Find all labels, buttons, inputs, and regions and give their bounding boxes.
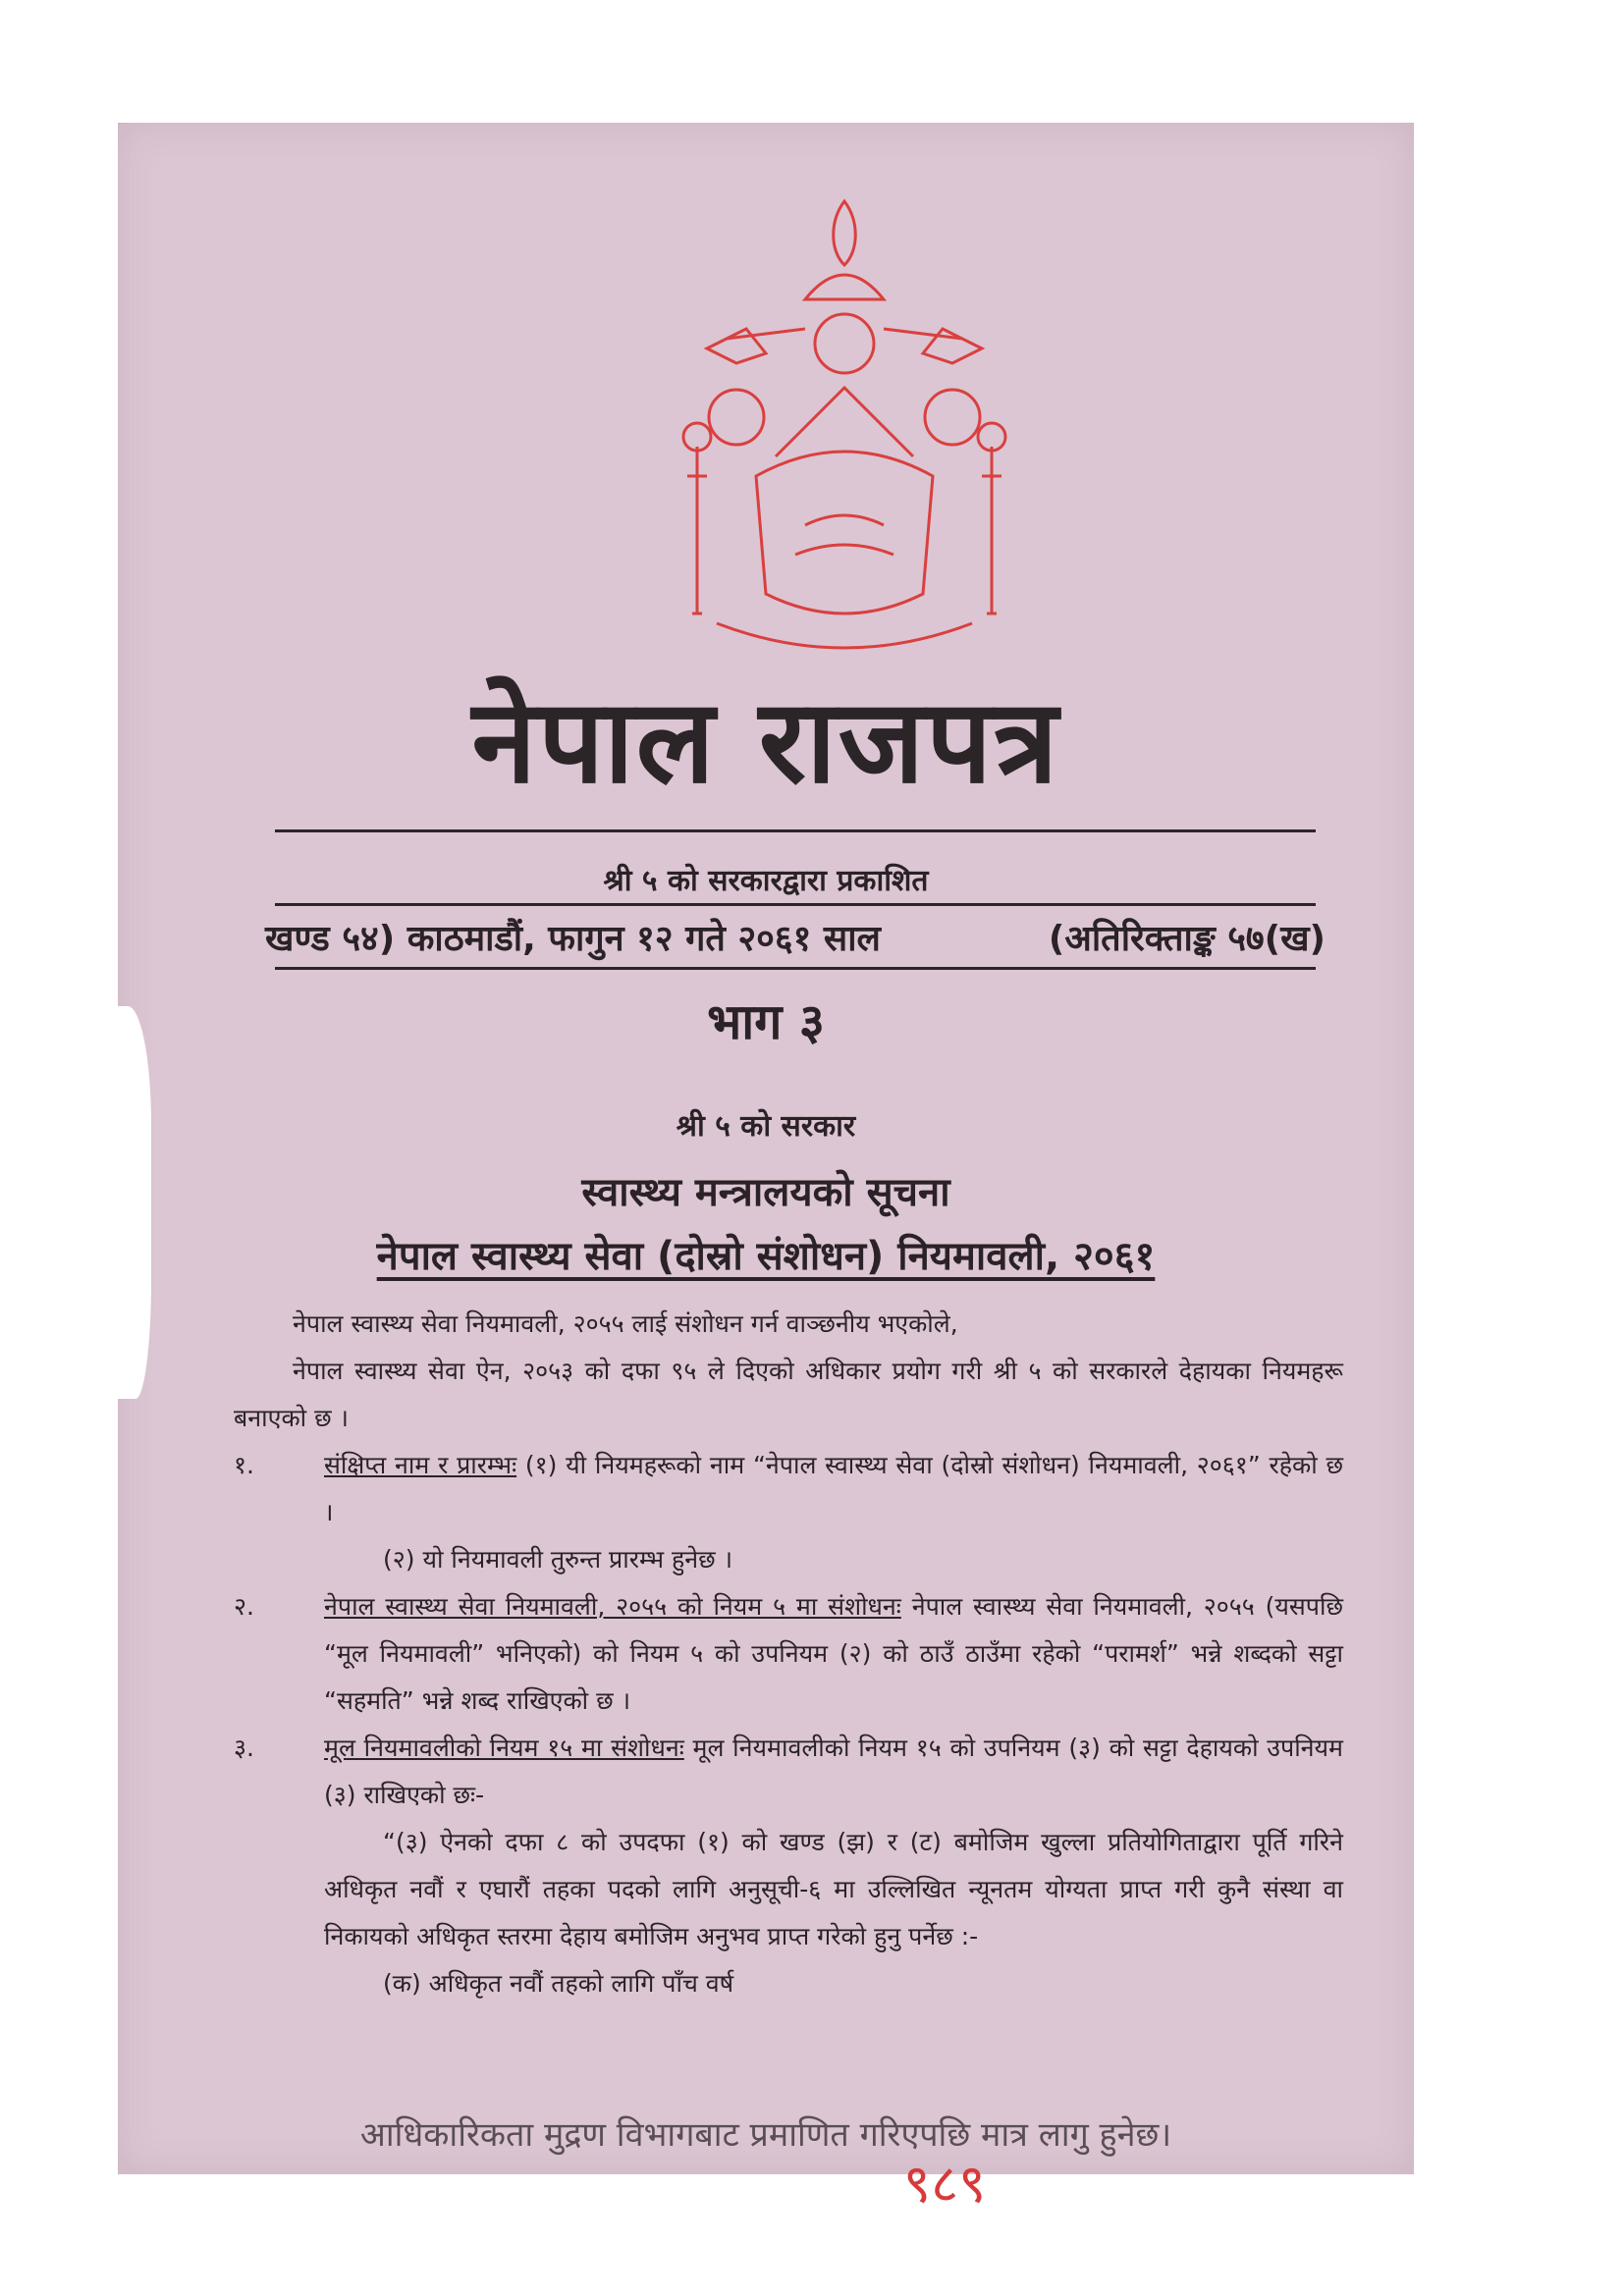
rule-text: (१) यी नियमहरूको नाम “नेपाल स्वास्थ्य सेवा (दोस्रो संशोधन) नियमावली, २०६१” रहेको छ ।	[324, 1451, 1343, 1526]
clause-ka: (क) अधिकृत नवौं तहको लागि पाँच वर्ष	[383, 1969, 734, 1998]
issue-line	[265, 913, 1326, 961]
coat-of-arms-emblem	[609, 182, 1080, 692]
rule-heading: संक्षिप्त नाम र प्रारम्भः	[324, 1451, 517, 1479]
rule-item-1	[234, 1442, 1343, 1536]
rule-heading: नेपाल स्वास्थ्य सेवा नियमावली, २०५५ को नियम ५ मा संशोधनः	[324, 1592, 901, 1621]
gazette-title: नेपाल राजपत्र	[471, 673, 1060, 809]
publisher-line: श्री ५ को सरकारद्वारा प्रकाशित	[603, 864, 929, 898]
government-heading: श्री ५ को सरकार	[676, 1109, 856, 1144]
substituted-subrule: “(३) ऐनको दफा ८ को उपदफा (१) को खण्ड (झ) र (ट) बमोजिम खुल्ला प्रतियोगिताद्वारा पूर्ति गरिने अधिकृत नवौं र एघारौं तहका पदको लागि अनुसूची-६ मा उल्लिखित न्यूनतम योग्यता प्राप्त गरी कुनै संस्था वा निकायको अधिकृत स्तरमा देहाय बमोजिम अनुभव प्राप्त गरेको हुनु पर्नेछ :-	[324, 1828, 1343, 1950]
rule-item-3	[234, 1725, 1343, 1819]
extraordinary-number: (अतिरिक्ताङ्क ५७(ख)	[1048, 919, 1326, 959]
regulation-body	[234, 1301, 1343, 2007]
regulation-title	[118, 1227, 1414, 1281]
header-rule-middle	[275, 903, 1316, 906]
ministry-notice-heading: स्वास्थ्य मन्त्रालयको सूचना	[581, 1170, 950, 1215]
rule-item-2	[234, 1583, 1343, 1725]
preamble-paragraph-2: नेपाल स्वास्थ्य सेवा ऐन, २०५३ को दफा ९५ ले दिएको अधिकार प्रयोग गरी श्री ५ को सरकारले देहायका नियमहरू बनाएको छ ।	[234, 1357, 1343, 1432]
rule-text: मूल नियमावलीको नियम १५ को उपनियम (३) को सट्टा देहायको उपनियम (३) राखिएको छः-	[324, 1734, 1344, 1809]
rule-1-subclause: (२) यो नियमावली तुरुन्त प्रारम्भ हुनेछ ।	[383, 1545, 733, 1574]
handwritten-page-number: ९८९	[903, 2153, 987, 2215]
preamble-paragraph-1: नेपाल स्वास्थ्य सेवा नियमावली, २०५५ लाई संशोधन गर्न वाञ्छनीय भएकोले,	[293, 1309, 958, 1338]
rule-number: १.	[234, 1451, 254, 1479]
authenticity-footer: आधिकारिकता मुद्रण विभागबाट प्रमाणित गरिएपछि मात्र लागु हुनेछ।	[359, 2115, 1172, 2155]
issue-details: खण्ड ५४) काठमाडौं, फागुन १२ गते २०६१ साल	[265, 919, 881, 959]
rule-number: ३.	[234, 1734, 254, 1762]
gazette-page	[118, 123, 1414, 2215]
header-rule-bottom	[275, 967, 1316, 970]
part-heading: भाग ३	[707, 993, 825, 1050]
rule-text: नेपाल स्वास्थ्य सेवा नियमावली, २०५५ (यसपछि “मूल नियमावली” भनिएको) को नियम ५ को उपनियम (२) को ठाउँ ठाउँमा रहेको “परामर्श” भन्ने शब्दको सट्टा “सहमति” भन्ने शब्द राखिएको छ ।	[324, 1592, 1343, 1715]
rule-heading: मूल नियमावलीको नियम १५ मा संशोधनः	[324, 1734, 684, 1762]
header-rule-top	[275, 829, 1316, 832]
rule-number: २.	[234, 1592, 254, 1621]
regulation-title-text: नेपाल स्वास्थ्य सेवा (दोस्रो संशोधन) नियमावली, २०६१	[376, 1234, 1156, 1279]
